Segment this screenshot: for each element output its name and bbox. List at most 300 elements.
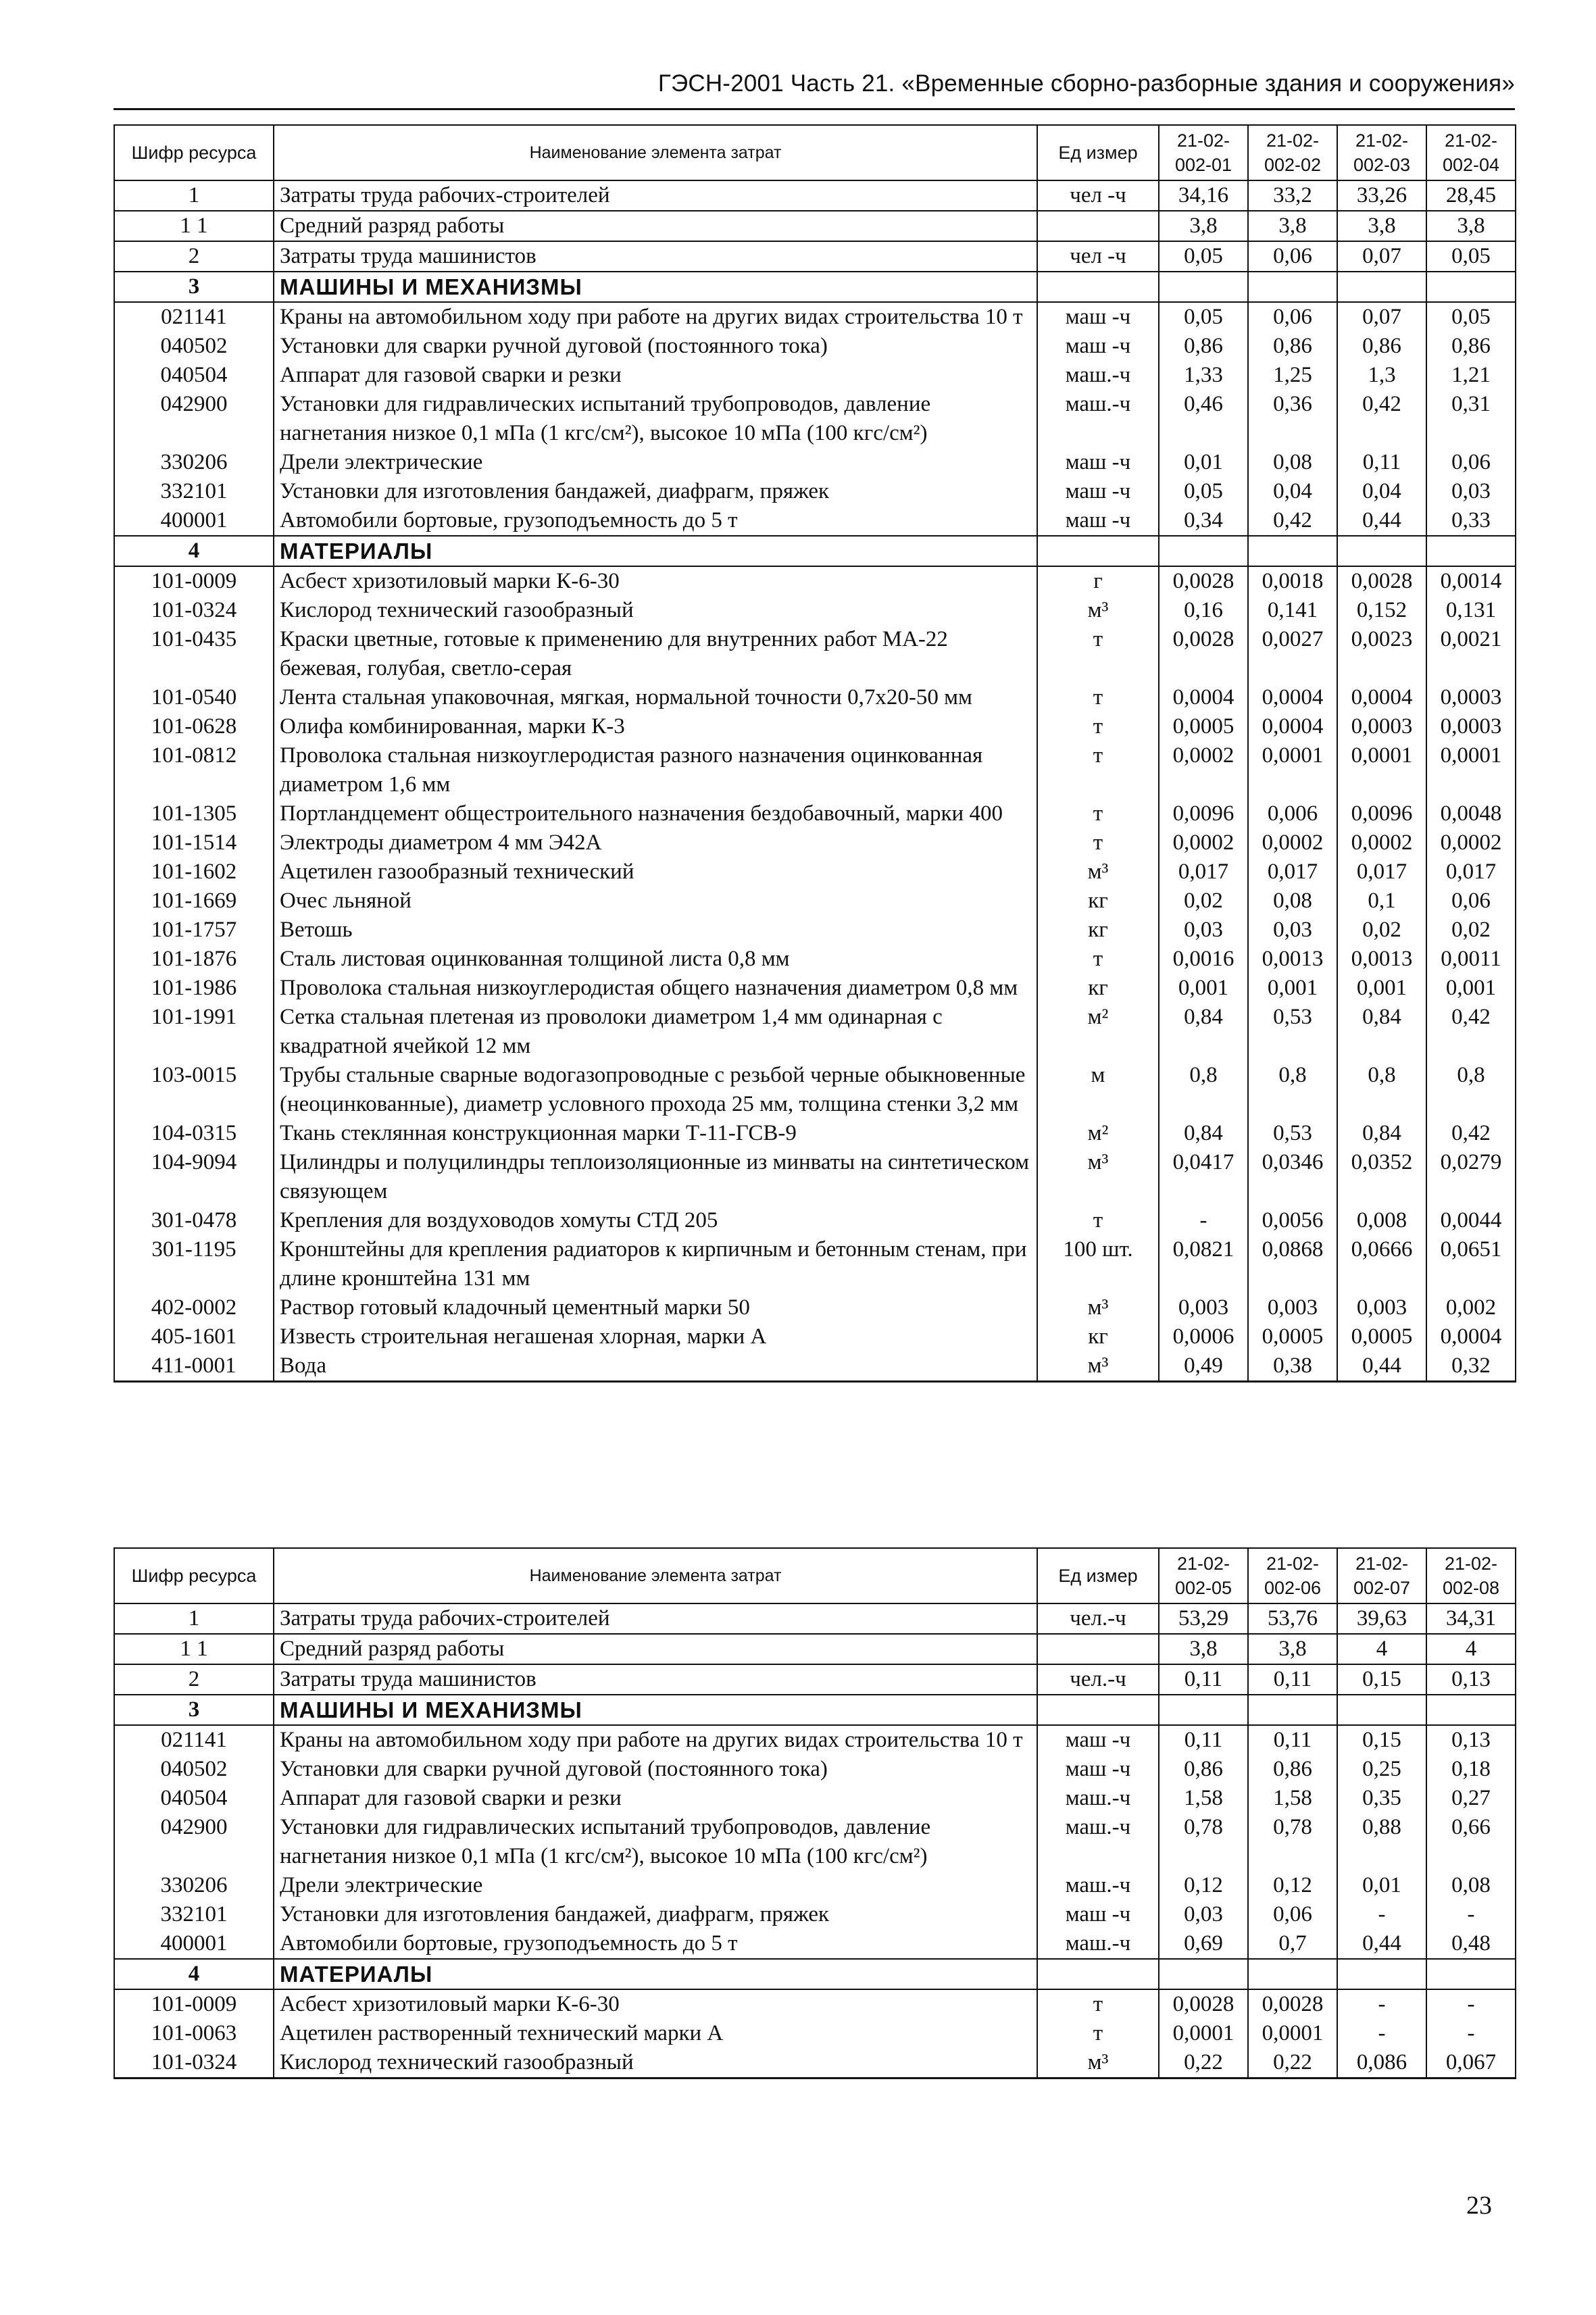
norm-value: 0,0013	[1248, 945, 1337, 974]
unit-of-measure: м³	[1037, 1351, 1159, 1382]
resource-code: 1	[114, 1603, 274, 1634]
table-row	[114, 945, 1516, 974]
norm-value: 0,0005	[1337, 1322, 1426, 1351]
cost-element-name: Крепления для воздуховодов хомуты СТД 205	[274, 1206, 1037, 1235]
cost-element-name: Известь строительная негашеная хлорная, марки А	[274, 1322, 1037, 1351]
norm-value: 0,0011	[1426, 945, 1516, 974]
norm-value: 0,003	[1337, 1293, 1426, 1322]
norm-value: 3,8	[1337, 211, 1426, 241]
norm-value: 0,0003	[1426, 712, 1516, 741]
col-header-variant: 21-02-002-06	[1248, 1548, 1337, 1603]
norm-value: 0,1	[1337, 887, 1426, 916]
norm-value: 0,42	[1337, 390, 1426, 448]
norm-value: 0,31	[1426, 390, 1516, 448]
col-header-name: Наименование элемента затрат	[274, 1548, 1037, 1603]
norm-value	[1159, 1695, 1248, 1725]
norm-value: 0,017	[1248, 857, 1337, 887]
table-row	[114, 1784, 1516, 1813]
table-row	[114, 1603, 1516, 1634]
norm-value: 33,2	[1248, 180, 1337, 211]
norm-value: 0,86	[1337, 332, 1426, 361]
norm-value: 0,44	[1337, 1929, 1426, 1959]
unit-of-measure: т	[1037, 1206, 1159, 1235]
table-row	[114, 1929, 1516, 1959]
section-heading: МАТЕРИАЛЫ	[274, 536, 1037, 566]
resource-code: 1	[114, 180, 274, 211]
norm-value: 0,84	[1337, 1003, 1426, 1061]
norm-value: 0,001	[1159, 974, 1248, 1003]
norm-value: 0,78	[1159, 1813, 1248, 1871]
unit-of-measure: маш -ч	[1037, 332, 1159, 361]
norm-value: 0,0016	[1159, 945, 1248, 974]
norm-value: 0,11	[1159, 1664, 1248, 1695]
norm-value: 0,01	[1337, 1871, 1426, 1900]
norm-value: 0,25	[1337, 1755, 1426, 1784]
resource-code: 040504	[114, 361, 274, 390]
table-row	[114, 272, 1516, 302]
norm-value: 34,16	[1159, 180, 1248, 211]
cost-element-name: Аппарат для газовой сварки и резки	[274, 361, 1037, 390]
table-row	[114, 887, 1516, 916]
norm-value: 0,34	[1159, 506, 1248, 536]
norm-value: 0,84	[1337, 1119, 1426, 1148]
resource-code: 3	[114, 1695, 274, 1725]
col-header-variant: 21-02-002-04	[1426, 125, 1516, 180]
header-rule	[114, 108, 1515, 110]
norm-value: 1,58	[1159, 1784, 1248, 1813]
resource-code: 021141	[114, 1725, 274, 1755]
norm-value: 0,13	[1426, 1725, 1516, 1755]
cost-element-name: Затраты труда рабочих-строителей	[274, 1603, 1037, 1634]
norm-value: -	[1337, 1989, 1426, 2019]
cost-element-name: Затраты труда машинистов	[274, 241, 1037, 272]
norm-value: 0,0028	[1337, 566, 1426, 596]
norm-value: 0,0001	[1426, 741, 1516, 799]
resource-code: 4	[114, 536, 274, 566]
cost-element-name: Кислород технический газообразный	[274, 2048, 1037, 2078]
resource-code: 021141	[114, 302, 274, 332]
norm-value: 0,0096	[1159, 799, 1248, 828]
unit-of-measure	[1037, 211, 1159, 241]
norm-value: 0,84	[1159, 1003, 1248, 1061]
unit-of-measure	[1037, 1959, 1159, 1989]
norm-value: 0,0001	[1337, 741, 1426, 799]
unit-of-measure: маш.-ч	[1037, 1929, 1159, 1959]
table-row	[114, 180, 1516, 211]
norm-value: 3,8	[1248, 211, 1337, 241]
resource-code: 400001	[114, 506, 274, 536]
resource-code: 104-9094	[114, 1148, 274, 1206]
table-row	[114, 390, 1516, 448]
norm-value: -	[1159, 1206, 1248, 1235]
resource-code: 101-0540	[114, 683, 274, 712]
resource-code: 040502	[114, 332, 274, 361]
table-row	[114, 2019, 1516, 2048]
norm-value: 0,8	[1337, 1061, 1426, 1119]
resource-code: 1 1	[114, 211, 274, 241]
cost-element-name: Дрели электрические	[274, 1871, 1037, 1900]
table-row	[114, 799, 1516, 828]
unit-of-measure: кг	[1037, 974, 1159, 1003]
norm-value: 0,06	[1248, 302, 1337, 332]
norm-value: 53,76	[1248, 1603, 1337, 1634]
norm-value: 0,001	[1426, 974, 1516, 1003]
resource-code: 411-0001	[114, 1351, 274, 1382]
resource-code: 042900	[114, 390, 274, 448]
norm-value	[1248, 536, 1337, 566]
norm-value: 0,067	[1426, 2048, 1516, 2078]
unit-of-measure: т	[1037, 625, 1159, 683]
norm-value: 0,0002	[1159, 741, 1248, 799]
norm-value: 0,131	[1426, 596, 1516, 625]
section-heading: МАШИНЫ И МЕХАНИЗМЫ	[274, 1695, 1037, 1725]
resource-code: 301-0478	[114, 1206, 274, 1235]
cost-element-name: Установки для сварки ручной дуговой (постоянного тока)	[274, 1755, 1037, 1784]
norm-value: 0,0004	[1159, 683, 1248, 712]
col-header-variant: 21-02-002-01	[1159, 125, 1248, 180]
cost-element-name: Ткань стеклянная конструкционная марки Т-11-ГСВ-9	[274, 1119, 1037, 1148]
norm-value: 0,0352	[1337, 1148, 1426, 1206]
norm-value: 0,0027	[1248, 625, 1337, 683]
norm-value: 0,0023	[1337, 625, 1426, 683]
norm-value: 0,06	[1426, 448, 1516, 477]
cost-element-name: Автомобили бортовые, грузоподъемность до 5 т	[274, 1929, 1037, 1959]
norm-value: 3,8	[1159, 211, 1248, 241]
norm-value: 0,03	[1426, 477, 1516, 506]
norm-value: 0,05	[1426, 302, 1516, 332]
norm-value: 0,0021	[1426, 625, 1516, 683]
col-header-unit: Ед измер	[1037, 1548, 1159, 1603]
page-header-title: ГЭСН-2001 Часть 21. «Временные сборно-разборные здания и сооружения»	[657, 70, 1515, 97]
unit-of-measure: м²	[1037, 1119, 1159, 1148]
unit-of-measure	[1037, 1695, 1159, 1725]
norm-value	[1426, 272, 1516, 302]
resource-code: 2	[114, 1664, 274, 1695]
norm-value: 1,33	[1159, 361, 1248, 390]
table-row	[114, 1813, 1516, 1871]
unit-of-measure: кг	[1037, 1322, 1159, 1351]
norm-value: 0,03	[1159, 1900, 1248, 1929]
norm-value: 0,53	[1248, 1003, 1337, 1061]
col-header-variant: 21-02-002-08	[1426, 1548, 1516, 1603]
norm-value: 0,07	[1337, 241, 1426, 272]
table-row	[114, 1634, 1516, 1664]
cost-element-name: Кислород технический газообразный	[274, 596, 1037, 625]
norm-value: 0,0013	[1337, 945, 1426, 974]
norm-value: 0,0417	[1159, 1148, 1248, 1206]
table-row	[114, 683, 1516, 712]
norm-value: 0,42	[1426, 1119, 1516, 1148]
norm-value	[1337, 1695, 1426, 1725]
norm-value: 0,02	[1337, 916, 1426, 945]
norm-value: 0,0002	[1159, 828, 1248, 857]
norm-value: 0,0044	[1426, 1206, 1516, 1235]
norm-value: 0,06	[1426, 887, 1516, 916]
table-row	[114, 241, 1516, 272]
table-row	[114, 1061, 1516, 1119]
resource-code: 101-0324	[114, 2048, 274, 2078]
cost-element-name: Краски цветные, готовые к применению для внутренних работ МА-22 бежевая, голубая, светло-серая	[274, 625, 1037, 683]
resource-code: 103-0015	[114, 1061, 274, 1119]
resource-code: 402-0002	[114, 1293, 274, 1322]
norm-value: 0,12	[1248, 1871, 1337, 1900]
table-row	[114, 1206, 1516, 1235]
unit-of-measure: чел -ч	[1037, 180, 1159, 211]
cost-element-name: Ветошь	[274, 916, 1037, 945]
col-header-variant: 21-02-002-05	[1159, 1548, 1248, 1603]
unit-of-measure: маш -ч	[1037, 477, 1159, 506]
norm-value: 0,0004	[1426, 1322, 1516, 1351]
norm-value: 0,8	[1248, 1061, 1337, 1119]
resource-code: 1 1	[114, 1634, 274, 1664]
table-body	[114, 180, 1516, 1382]
norm-value: 0,32	[1426, 1351, 1516, 1382]
norm-value: 0,0002	[1337, 828, 1426, 857]
unit-of-measure: чел.-ч	[1037, 1664, 1159, 1695]
norm-value: 34,31	[1426, 1603, 1516, 1634]
table-row	[114, 302, 1516, 332]
norm-value: 0,33	[1426, 506, 1516, 536]
table-row	[114, 1148, 1516, 1206]
resource-code: 330206	[114, 1871, 274, 1900]
norm-value	[1426, 536, 1516, 566]
unit-of-measure: т	[1037, 741, 1159, 799]
norm-value: 1,25	[1248, 361, 1337, 390]
unit-of-measure: т	[1037, 945, 1159, 974]
unit-of-measure: чел -ч	[1037, 241, 1159, 272]
norm-value: 0,0005	[1248, 1322, 1337, 1351]
resource-code: 400001	[114, 1929, 274, 1959]
norm-value: 0,0014	[1426, 566, 1516, 596]
unit-of-measure: маш.-ч	[1037, 361, 1159, 390]
table-row	[114, 536, 1516, 566]
norm-value	[1159, 1959, 1248, 1989]
norm-value: 0,48	[1426, 1929, 1516, 1959]
norm-value	[1248, 1695, 1337, 1725]
norm-value: 0,46	[1159, 390, 1248, 448]
norm-value: 0,11	[1337, 448, 1426, 477]
norm-value: 0,003	[1159, 1293, 1248, 1322]
norm-value: 0,006	[1248, 799, 1337, 828]
resource-code: 101-1876	[114, 945, 274, 974]
norm-value: -	[1426, 1900, 1516, 1929]
norm-value: 0,0056	[1248, 1206, 1337, 1235]
norm-value: 0,05	[1159, 241, 1248, 272]
norm-value: 0,0001	[1159, 2019, 1248, 2048]
norm-value: 0,0346	[1248, 1148, 1337, 1206]
norm-value: 0,0821	[1159, 1235, 1248, 1293]
unit-of-measure: маш -ч	[1037, 448, 1159, 477]
norm-value: 0,08	[1248, 448, 1337, 477]
table-row	[114, 1959, 1516, 1989]
norm-value: 0,86	[1159, 332, 1248, 361]
cost-element-name: Портландцемент общестроительного назначения бездобавочный, марки 400	[274, 799, 1037, 828]
resource-code: 332101	[114, 1900, 274, 1929]
cost-element-name: Аппарат для газовой сварки и резки	[274, 1784, 1037, 1813]
table-row	[114, 712, 1516, 741]
norm-value: 0,08	[1426, 1871, 1516, 1900]
norm-value: 0,008	[1337, 1206, 1426, 1235]
unit-of-measure: маш -ч	[1037, 1755, 1159, 1784]
norm-value: 0,05	[1159, 477, 1248, 506]
norm-value: 0,0028	[1159, 566, 1248, 596]
page-number: 23	[1466, 2191, 1492, 2220]
table-row	[114, 1235, 1516, 1293]
norm-value: 0,001	[1248, 974, 1337, 1003]
unit-of-measure: м³	[1037, 596, 1159, 625]
unit-of-measure: маш.-ч	[1037, 1813, 1159, 1871]
cost-element-name: Проволока стальная низкоуглеродистая разного назначения оцинкованная диаметром 1,6 мм	[274, 741, 1037, 799]
unit-of-measure: 100 шт.	[1037, 1235, 1159, 1293]
table-row	[114, 1989, 1516, 2019]
norm-value: 0,84	[1159, 1119, 1248, 1148]
table-row	[114, 1900, 1516, 1929]
resource-code: 101-1986	[114, 974, 274, 1003]
cost-element-name: Средний разряд работы	[274, 211, 1037, 241]
norm-value	[1248, 272, 1337, 302]
norm-value: 0,086	[1337, 2048, 1426, 2078]
table-row	[114, 477, 1516, 506]
norm-value: 1,21	[1426, 361, 1516, 390]
norm-value: 0,01	[1159, 448, 1248, 477]
norm-value: 0,03	[1248, 916, 1337, 945]
resource-code: 101-1669	[114, 887, 274, 916]
norm-value: 0,02	[1159, 887, 1248, 916]
norm-value: 0,35	[1337, 1784, 1426, 1813]
norm-value: 0,04	[1337, 477, 1426, 506]
norm-value: 0,12	[1159, 1871, 1248, 1900]
table-row	[114, 1664, 1516, 1695]
norm-value: -	[1426, 2019, 1516, 2048]
norm-value: 0,22	[1248, 2048, 1337, 2078]
col-header-code: Шифр ресурса	[114, 125, 274, 180]
norm-value: 0,66	[1426, 1813, 1516, 1871]
norm-value	[1426, 1959, 1516, 1989]
norm-value: 0,0666	[1337, 1235, 1426, 1293]
cost-element-name: Краны на автомобильном ходу при работе на других видах строительства 10 т	[274, 302, 1037, 332]
norm-value: 0,0018	[1248, 566, 1337, 596]
norm-value: 0,86	[1159, 1755, 1248, 1784]
resource-code: 2	[114, 241, 274, 272]
norm-value: -	[1337, 2019, 1426, 2048]
norm-value: 0,0004	[1248, 683, 1337, 712]
table-row	[114, 596, 1516, 625]
unit-of-measure: маш -ч	[1037, 1725, 1159, 1755]
table-row	[114, 1119, 1516, 1148]
norm-value: 0,003	[1248, 1293, 1337, 1322]
section-heading: МАТЕРИАЛЫ	[274, 1959, 1037, 1989]
cost-element-name: Вода	[274, 1351, 1037, 1382]
norm-value: 0,017	[1159, 857, 1248, 887]
table-row	[114, 506, 1516, 536]
norm-value: 0,06	[1248, 241, 1337, 272]
norm-value: 3,8	[1426, 211, 1516, 241]
norm-value: 0,0028	[1159, 625, 1248, 683]
resource-code: 104-0315	[114, 1119, 274, 1148]
norm-value: 3,8	[1159, 1634, 1248, 1664]
norm-value: 0,0005	[1159, 712, 1248, 741]
col-header-unit: Ед измер	[1037, 125, 1159, 180]
norm-value: 0,44	[1337, 506, 1426, 536]
unit-of-measure: кг	[1037, 887, 1159, 916]
unit-of-measure: маш.-ч	[1037, 1871, 1159, 1900]
unit-of-measure: маш -ч	[1037, 1900, 1159, 1929]
norm-value: 0,0002	[1248, 828, 1337, 857]
unit-of-measure: м²	[1037, 1003, 1159, 1061]
unit-of-measure: маш.-ч	[1037, 1784, 1159, 1813]
norm-value: 0,42	[1248, 506, 1337, 536]
norm-value: 0,0028	[1248, 1989, 1337, 2019]
resource-code: 101-1305	[114, 799, 274, 828]
norm-value: 0,13	[1426, 1664, 1516, 1695]
norm-value: 0,11	[1159, 1725, 1248, 1755]
unit-of-measure	[1037, 536, 1159, 566]
norm-value	[1426, 1695, 1516, 1725]
norm-value: -	[1426, 1989, 1516, 2019]
norm-value: 33,26	[1337, 180, 1426, 211]
norm-value: 3,8	[1248, 1634, 1337, 1664]
resource-code: 301-1195	[114, 1235, 274, 1293]
norm-value: 0,0028	[1159, 1989, 1248, 2019]
resource-code: 101-0324	[114, 596, 274, 625]
table-row	[114, 1003, 1516, 1061]
norm-value: 4	[1337, 1634, 1426, 1664]
norm-value: 53,29	[1159, 1603, 1248, 1634]
cost-element-name: Очес льняной	[274, 887, 1037, 916]
norm-value: -	[1337, 1900, 1426, 1929]
norm-value: 0,0048	[1426, 799, 1516, 828]
cost-element-name: Установки для изготовления бандажей, диафрагм, пряжек	[274, 1900, 1037, 1929]
norm-value	[1159, 272, 1248, 302]
unit-of-measure: т	[1037, 683, 1159, 712]
resource-code: 101-1757	[114, 916, 274, 945]
col-header-code: Шифр ресурса	[114, 1548, 274, 1603]
cost-element-name: Автомобили бортовые, грузоподъемность до 5 т	[274, 506, 1037, 536]
unit-of-measure: кг	[1037, 916, 1159, 945]
col-header-variant: 21-02-002-03	[1337, 125, 1426, 180]
cost-element-name: Средний разряд работы	[274, 1634, 1037, 1664]
unit-of-measure: маш -ч	[1037, 506, 1159, 536]
norm-value: 0,0004	[1337, 683, 1426, 712]
table-row	[114, 916, 1516, 945]
norm-value: 0,04	[1248, 477, 1337, 506]
resource-code: 101-0628	[114, 712, 274, 741]
norm-value: 0,0651	[1426, 1235, 1516, 1293]
unit-of-measure: чел.-ч	[1037, 1603, 1159, 1634]
norm-value: 28,45	[1426, 180, 1516, 211]
norm-value: 0,11	[1248, 1725, 1337, 1755]
norm-value: 0,86	[1248, 1755, 1337, 1784]
resource-code: 040502	[114, 1755, 274, 1784]
resource-code: 101-1991	[114, 1003, 274, 1061]
norm-value	[1159, 536, 1248, 566]
norm-value: 0,88	[1337, 1813, 1426, 1871]
norm-value: 0,05	[1426, 241, 1516, 272]
cost-element-name: Дрели электрические	[274, 448, 1037, 477]
norm-value: 0,0868	[1248, 1235, 1337, 1293]
cost-element-name: Затраты труда рабочих-строителей	[274, 180, 1037, 211]
norm-value: 0,36	[1248, 390, 1337, 448]
unit-of-measure: м³	[1037, 857, 1159, 887]
norm-value: 0,15	[1337, 1664, 1426, 1695]
norm-value: 0,86	[1426, 332, 1516, 361]
norm-value: 0,017	[1426, 857, 1516, 887]
resource-code: 101-0812	[114, 741, 274, 799]
cost-element-name: Ацетилен растворенный технический марки А	[274, 2019, 1037, 2048]
table-row	[114, 2048, 1516, 2078]
norm-value: 0,49	[1159, 1351, 1248, 1382]
cost-element-name: Олифа комбинированная, марки К-3	[274, 712, 1037, 741]
